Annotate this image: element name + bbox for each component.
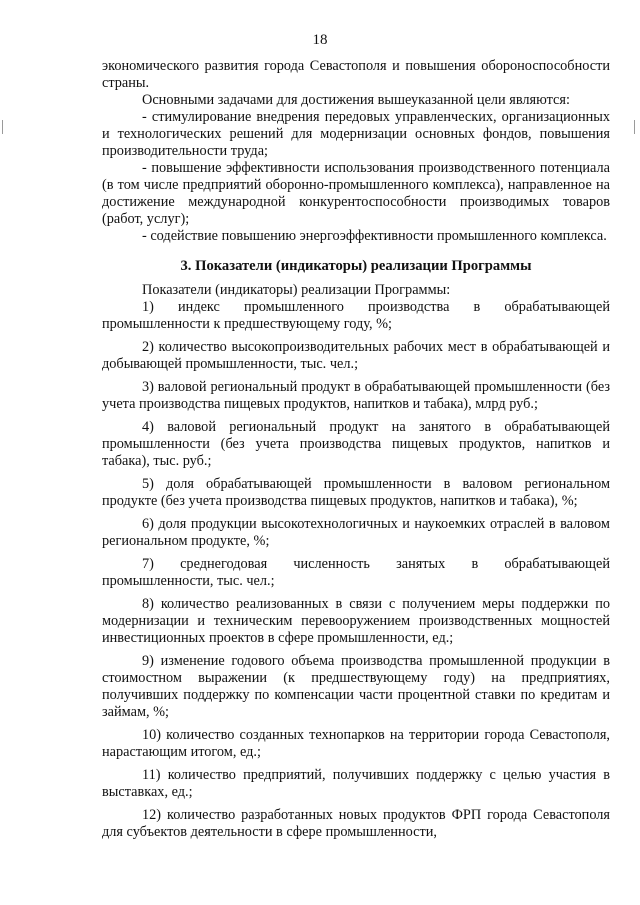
indicator-item: 10) количество созданных технопарков на территории города Севастополя, нарастающим итогом, ед.; [102, 727, 610, 760]
paragraph-task-1: - стимулирование внедрения передовых управленческих, организационных и технологических решений для модернизации основных фондов, повышения производительности труда; [102, 109, 610, 159]
intro-paragraphs [102, 58, 610, 245]
indicators-intro: Показатели (индикаторы) реализации Программы: [142, 282, 451, 298]
paragraph-task-3: - содействие повышению энергоэффективности промышленного комплекса. [142, 228, 607, 244]
indicator-item: 1) индекс промышленного производства в обрабатывающей промышленности к предшествующему году, %; [102, 299, 610, 332]
paragraph-goal-end: экономического развития города Севастополя и повышения обороноспособности страны. [102, 58, 610, 91]
indicator-item: 9) изменение годового объема производства промышленной продукции в стоимостном выражении (к предшествующему году) на предприятиях, получивших поддержку по компенсации части процентной ставки по кредитам и займам, %; [102, 653, 610, 720]
section-heading: 3. Показатели (индикаторы) реализации Программы [180, 258, 532, 274]
indicators-list [102, 299, 610, 841]
indicator-item: 11) количество предприятий, получивших поддержку с целью участия в выставках, ед.; [102, 767, 610, 800]
document-body [102, 58, 610, 841]
paragraph-tasks-intro: Основными задачами для достижения вышеуказанной цели являются: [142, 92, 570, 108]
paragraph-task-2: - повышение эффективности использования производственного потенциала (в том числе предприятий оборонно-промышленного комплекса), направленное на достижение международной конкурентоспособности производимых товаров (работ, услуг); [102, 160, 610, 227]
indicator-item: 8) количество реализованных в связи с получением меры поддержки по модернизации и техническим перевооружением производственных мощностей инвестиционных проектов в сфере промышленности, ед.; [102, 596, 610, 646]
indicator-item: 12) количество разработанных новых продуктов ФРП города Севастополя для субъектов деятельности в сфере промышленности, [102, 807, 610, 840]
indicator-item: 6) доля продукции высокотехнологичных и наукоемких отраслей в валовом региональном продукте, %; [102, 516, 610, 549]
indicator-item: 2) количество высокопроизводительных рабочих мест в обрабатывающей и добывающей промышленности, тыс. чел.; [102, 339, 610, 372]
page-number: 18 [312, 32, 328, 48]
indicator-item: 5) доля обрабатывающей промышленности в валовом региональном продукте (без учета производства пищевых продуктов, напитков и табака), %; [102, 476, 610, 509]
indicator-item: 7) среднегодовая численность занятых в обрабатывающей промышленности, тыс. чел.; [102, 556, 610, 589]
indicator-item: 4) валовой региональный продукт на занятого в обрабатывающей промышленности (без учета производства пищевых продуктов, напитков и табака), тыс. руб.; [102, 419, 610, 469]
indicator-item: 3) валовой региональный продукт в обрабатывающей промышленности (без учета производства пищевых продуктов, напитков и табака), млрд руб.; [102, 379, 610, 412]
right-margin-mark [634, 120, 635, 134]
left-margin-mark [2, 120, 3, 134]
